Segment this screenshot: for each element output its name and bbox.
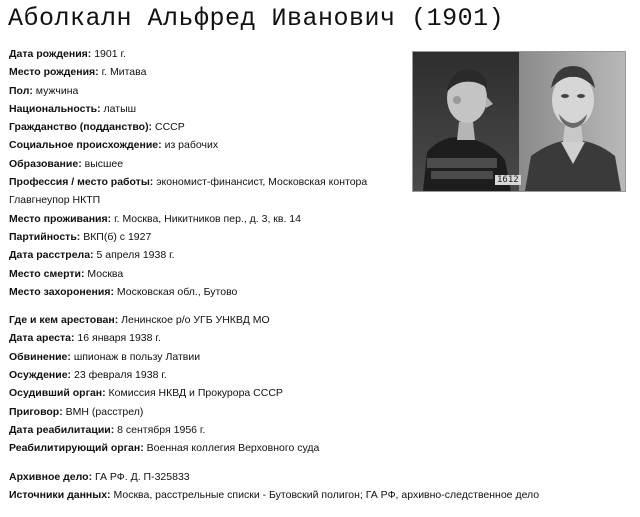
field-row bbox=[9, 100, 409, 118]
field-label: Гражданство (подданство): bbox=[9, 121, 153, 134]
field-row bbox=[9, 384, 409, 402]
field-value: высшее bbox=[84, 157, 124, 170]
field-value: экономист-финансист, Московская контора Главгнеупор НКТП bbox=[9, 176, 368, 207]
section-gap bbox=[9, 301, 409, 311]
field-row bbox=[9, 366, 409, 384]
field-row bbox=[9, 439, 409, 457]
field-label: Место рождения: bbox=[9, 66, 99, 79]
field-label: Реабилитирующий орган: bbox=[9, 442, 144, 455]
field-row bbox=[9, 311, 409, 329]
field-row bbox=[9, 155, 409, 173]
field-value: Военная коллегия Верховного суда bbox=[146, 442, 320, 455]
field-label: Архивное дело: bbox=[9, 470, 93, 483]
field-row bbox=[9, 403, 409, 421]
field-label: Дата ареста: bbox=[9, 332, 75, 345]
field-row bbox=[9, 329, 409, 347]
field-value: 1901 г. bbox=[94, 48, 126, 60]
field-value: латыш bbox=[103, 102, 137, 115]
field-row bbox=[9, 468, 409, 486]
field-label: Профессия / место работы: bbox=[9, 176, 154, 189]
field-value: СССР bbox=[154, 121, 185, 134]
field-row bbox=[9, 246, 409, 264]
field-label: Дата расстрела: bbox=[9, 249, 94, 262]
field-row bbox=[9, 118, 409, 136]
mugshot-image bbox=[413, 52, 625, 191]
field-row bbox=[9, 45, 409, 63]
field-row bbox=[9, 136, 409, 154]
field-value: ГА РФ. Д. П-325833 bbox=[95, 470, 190, 483]
field-row bbox=[9, 348, 409, 366]
section-gap bbox=[9, 458, 409, 468]
field-label: Социальное происхождение: bbox=[9, 139, 162, 152]
field-value: шпионаж в пользу Латвии bbox=[73, 350, 201, 363]
field-row bbox=[9, 228, 409, 246]
field-value: Комиссия НКВД и Прокурора СССР bbox=[108, 387, 283, 400]
field-value: ВКП(б) с 1927 bbox=[83, 230, 152, 243]
field-row bbox=[9, 265, 409, 283]
field-label: Место захоронения: bbox=[9, 285, 114, 298]
page-title: Аболкалн Альфред Иванович (1901) bbox=[8, 4, 505, 33]
field-label: Пол: bbox=[9, 84, 33, 97]
field-label: Национальность: bbox=[9, 102, 101, 115]
field-value: 5 апреля 1938 г. bbox=[96, 249, 175, 262]
field-value: 16 января 1938 г. bbox=[77, 332, 161, 345]
field-label: Обвинение: bbox=[9, 350, 71, 363]
field-row bbox=[9, 283, 409, 301]
field-value: 8 сентября 1956 г. bbox=[117, 423, 206, 436]
field-row bbox=[9, 486, 540, 504]
photo-number: 1612 bbox=[497, 175, 519, 185]
field-label: Дата реабилитации: bbox=[9, 423, 115, 436]
field-label: Где и кем арестован: bbox=[9, 314, 119, 327]
field-value: из рабочих bbox=[164, 139, 219, 152]
field-label: Место проживания: bbox=[9, 212, 112, 225]
field-value: Ленинское р/о УГБ УНКВД МО bbox=[121, 314, 270, 327]
field-value: ВМН (расстрел) bbox=[65, 405, 144, 418]
field-label: Осудивший орган: bbox=[9, 387, 106, 400]
field-value: мужчина bbox=[35, 84, 79, 97]
field-row bbox=[9, 63, 409, 81]
field-value: г. Москва, Никитников пер., д. 3, кв. 14 bbox=[114, 212, 301, 225]
field-value: 23 февраля 1938 г. bbox=[73, 369, 167, 382]
field-row bbox=[9, 82, 409, 100]
field-value: Москва, расстрельные списки - Бутовский полигон; ГА РФ, архивно-следственное дело bbox=[113, 488, 540, 501]
field-value: Московская обл., Бутово bbox=[116, 285, 238, 298]
prisoner-photo bbox=[412, 51, 626, 192]
field-label: Осуждение: bbox=[9, 369, 72, 382]
field-row bbox=[9, 210, 409, 228]
field-row bbox=[9, 173, 409, 210]
field-label: Место смерти: bbox=[9, 267, 85, 280]
field-label: Образование: bbox=[9, 157, 82, 170]
field-label: Приговор: bbox=[9, 405, 63, 418]
field-row bbox=[9, 421, 409, 439]
field-label: Дата рождения: bbox=[9, 48, 92, 60]
field-value: Москва bbox=[87, 267, 124, 280]
field-label: Источники данных: bbox=[9, 488, 111, 501]
field-value: г. Митава bbox=[101, 66, 147, 79]
field-label: Партийность: bbox=[9, 230, 81, 243]
